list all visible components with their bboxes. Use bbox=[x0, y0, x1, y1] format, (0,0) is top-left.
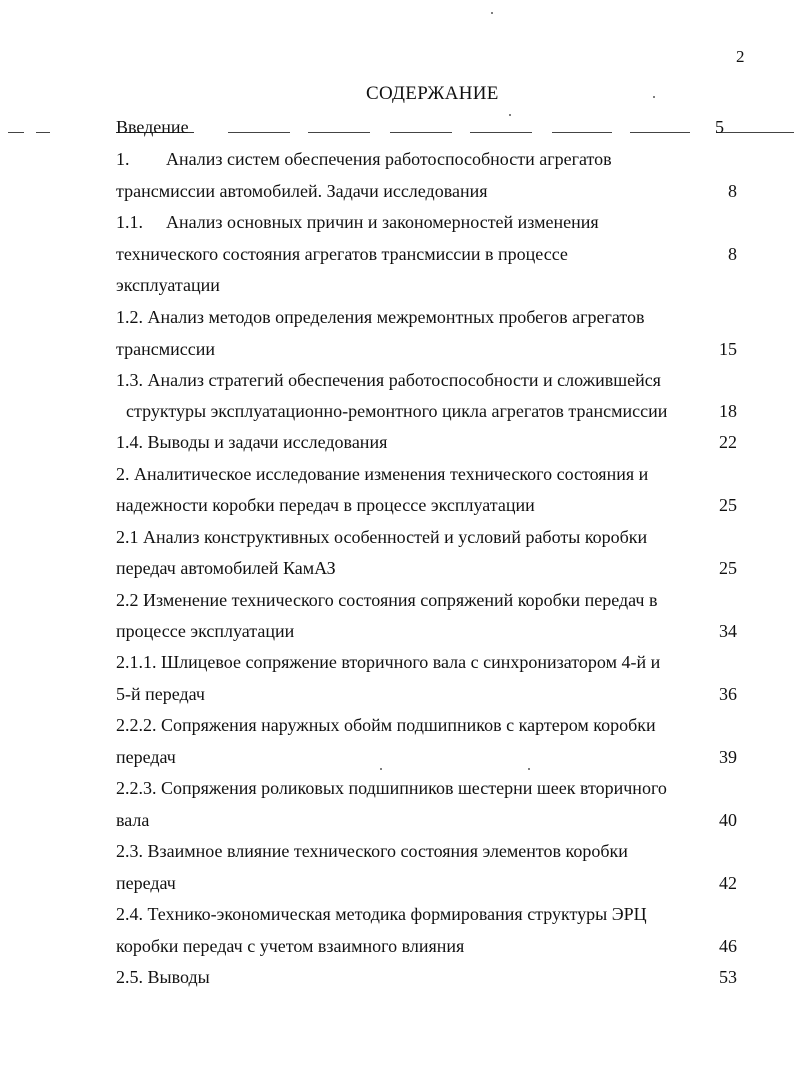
toc-entry-9-page: 36 bbox=[719, 684, 737, 704]
toc-entry-1-num: 1. bbox=[116, 149, 130, 169]
page-title: СОДЕРЖАНИЕ bbox=[366, 83, 499, 104]
toc-entry-10-line2: передач bbox=[116, 747, 176, 767]
toc-entry-7-line1: 2.1 Анализ конструктивных особенностей и условий работы коробки bbox=[116, 527, 648, 547]
toc-entry-14-line1: 2.5. Выводы bbox=[116, 967, 210, 987]
toc-entry-6-line1: 2. Аналитическое исследование изменения технического состояния и bbox=[116, 464, 649, 484]
toc-entry-2-line3: эксплуатации bbox=[116, 275, 220, 295]
toc-entry-9-line2: 5-й передач bbox=[116, 684, 205, 704]
toc-entry-12-line1: 2.3. Взаимное влияние технического состояния элементов коробки bbox=[116, 841, 628, 861]
toc-entry-3-line2: трансмиссии bbox=[116, 339, 215, 359]
toc-entry-13-line1: 2.4. Технико-экономическая методика формирования структуры ЭРЦ bbox=[116, 904, 647, 924]
toc-entry-2-line1: Анализ основных причин и закономерностей изменения bbox=[166, 212, 599, 232]
toc-entry-13-line2: коробки передач с учетом взаимного влияния bbox=[116, 936, 465, 956]
page-number: 2 bbox=[736, 47, 745, 66]
toc-entry-12-line2: передач bbox=[116, 873, 176, 893]
toc-entry-13-page: 46 bbox=[719, 936, 737, 956]
toc-entry-12-page: 42 bbox=[719, 873, 737, 893]
toc-entry-5-page: 22 bbox=[719, 432, 737, 452]
toc-entry-4-line2: структуры эксплуатационно-ремонтного цикла агрегатов трансмиссии bbox=[126, 401, 668, 421]
toc-entry-10-page: 39 bbox=[719, 747, 737, 767]
toc-entry-10-line1: 2.2.2. Сопряжения наружных обойм подшипников с картером коробки bbox=[116, 715, 656, 735]
toc-entry-3-line1: 1.2. Анализ методов определения межремонтных пробегов агрегатов bbox=[116, 307, 645, 327]
toc-entry-1-page: 8 bbox=[728, 181, 737, 201]
toc-entry-2-num: 1.1. bbox=[116, 212, 143, 232]
toc-entry-7-line2: передач автомобилей КамАЗ bbox=[116, 558, 336, 578]
toc-entry-3-page: 15 bbox=[719, 339, 737, 359]
toc-entry-6-line2: надежности коробки передач в процессе эксплуатации bbox=[116, 495, 535, 515]
toc-entry-9-line1: 2.1.1. Шлицевое сопряжение вторичного вала с синхронизатором 4-й и bbox=[116, 652, 661, 672]
toc-entry-11-line1: 2.2.3. Сопряжения роликовых подшипников шестерни шеек вторичного bbox=[116, 778, 667, 798]
toc-entry-2-line2: технического состояния агрегатов трансмиссии в процессе bbox=[116, 244, 568, 264]
toc-entry-4-line1: 1.3. Анализ стратегий обеспечения работоспособности и сложившейся bbox=[116, 370, 661, 390]
toc-intro-page: 5 bbox=[715, 117, 724, 137]
toc-entry-1-line2: трансмиссии автомобилей. Задачи исследования bbox=[116, 181, 488, 201]
toc-entry-5-line1: 1.4. Выводы и задачи исследования bbox=[116, 432, 388, 452]
toc-entry-7-page: 25 bbox=[719, 558, 737, 578]
toc-entry-1-line1: Анализ систем обеспечения работоспособности агрегатов bbox=[166, 149, 612, 169]
toc-entry-11-page: 40 bbox=[719, 810, 737, 830]
toc-entry-14-page: 53 bbox=[719, 967, 737, 987]
toc-entry-8-line2: процессе эксплуатации bbox=[116, 621, 295, 641]
toc-entry-8-page: 34 bbox=[719, 621, 737, 641]
toc-entry-11-line2: вала bbox=[116, 810, 150, 830]
toc-entry-4-page: 18 bbox=[719, 401, 737, 421]
toc-entry-2-page: 8 bbox=[728, 244, 737, 264]
toc-entry-8-line1: 2.2 Изменение технического состояния сопряжений коробки передач в bbox=[116, 590, 658, 610]
toc-intro-label: Введение bbox=[116, 117, 189, 137]
toc-entry-6-page: 25 bbox=[719, 495, 737, 515]
